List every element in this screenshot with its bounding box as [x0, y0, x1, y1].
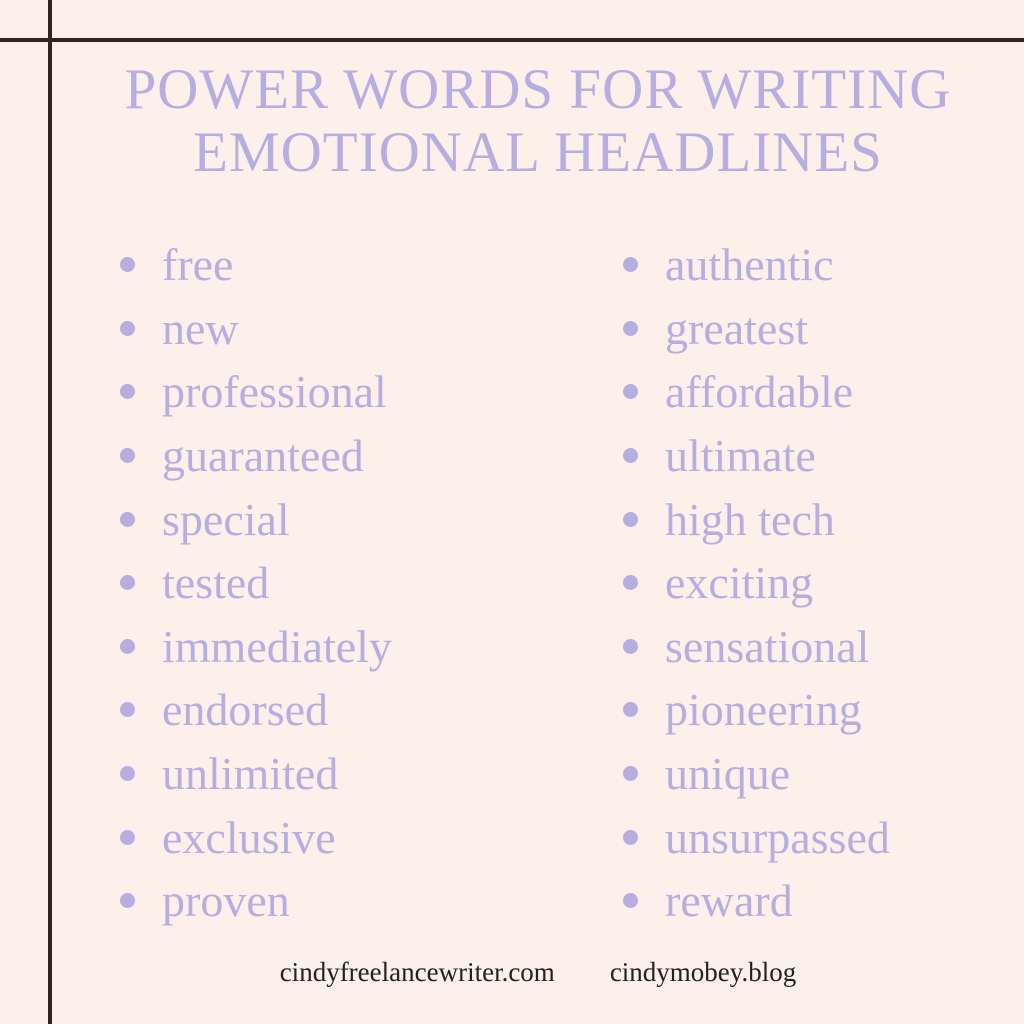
- list-item: [623, 869, 890, 933]
- list-item: [120, 742, 392, 806]
- list-item-label: new: [162, 302, 239, 354]
- bullet-icon: [623, 512, 638, 527]
- list-item: [120, 297, 392, 361]
- list-item: [120, 424, 392, 488]
- bullet-icon: [120, 830, 135, 845]
- list-item-label: reward: [665, 875, 793, 927]
- list-item: [120, 805, 392, 869]
- list-item-label: proven: [162, 875, 290, 927]
- list-item-label: immediately: [162, 620, 392, 672]
- list-item-label: pioneering: [665, 684, 862, 736]
- list-item-label: free: [162, 239, 234, 291]
- bullet-icon: [120, 893, 135, 908]
- list-item-label: tested: [162, 557, 270, 609]
- bullet-icon: [623, 766, 638, 781]
- bullet-icon: [120, 766, 135, 781]
- list-item-label: exclusive: [162, 811, 336, 863]
- list-item: [623, 805, 890, 869]
- bullet-icon: [623, 384, 638, 399]
- list-item: [623, 297, 890, 361]
- page-title-line1: POWER WORDS FOR WRITING: [124, 58, 952, 121]
- bullet-icon: [623, 893, 638, 908]
- bullet-icon: [623, 321, 638, 336]
- power-words-right-column: [623, 233, 890, 933]
- list-item: [623, 233, 890, 297]
- list-item: [623, 424, 890, 488]
- list-item-label: professional: [162, 366, 387, 418]
- list-item: [120, 233, 392, 297]
- page-title: [52, 58, 1024, 184]
- list-item-label: unique: [665, 748, 791, 800]
- bullet-icon: [120, 448, 135, 463]
- bullet-icon: [120, 384, 135, 399]
- list-item-label: exciting: [665, 557, 814, 609]
- list-item-label: ultimate: [665, 430, 816, 482]
- list-item: [120, 869, 392, 933]
- bullet-icon: [120, 321, 135, 336]
- list-item: [623, 615, 890, 679]
- list-item-label: unlimited: [162, 748, 339, 800]
- power-words-left-column: [120, 233, 392, 933]
- list-item-label: greatest: [665, 302, 809, 354]
- bullet-icon: [623, 830, 638, 845]
- list-item: [120, 360, 392, 424]
- bullet-icon: [623, 257, 638, 272]
- list-item-label: special: [162, 493, 290, 545]
- footer: [52, 957, 1024, 988]
- list-item: [120, 678, 392, 742]
- list-item: [623, 742, 890, 806]
- list-item: [623, 678, 890, 742]
- bullet-icon: [623, 575, 638, 590]
- bullet-icon: [120, 257, 135, 272]
- bullet-icon: [623, 639, 638, 654]
- list-item: [623, 551, 890, 615]
- footer-site-2: cindymobey.blog: [609, 957, 797, 987]
- list-item-label: endorsed: [162, 684, 329, 736]
- list-item-label: sensational: [665, 620, 870, 672]
- list-item: [120, 615, 392, 679]
- list-item: [120, 551, 392, 615]
- bullet-icon: [120, 639, 135, 654]
- frame-horizontal-line: [0, 38, 1024, 42]
- bullet-icon: [623, 702, 638, 717]
- list-item-label: guaranteed: [162, 430, 364, 482]
- list-item: [623, 487, 890, 551]
- list-item-label: affordable: [665, 366, 854, 418]
- bullet-icon: [623, 448, 638, 463]
- bullet-icon: [120, 575, 135, 590]
- list-item: [623, 360, 890, 424]
- footer-site-1: cindyfreelancewriter.com: [279, 957, 555, 987]
- list-item-label: high tech: [665, 493, 835, 545]
- page-title-line2: EMOTIONAL HEADLINES: [193, 121, 883, 184]
- list-item-label: authentic: [665, 239, 834, 291]
- bullet-icon: [120, 512, 135, 527]
- list-item-label: unsurpassed: [665, 811, 890, 863]
- list-item: [120, 487, 392, 551]
- bullet-icon: [120, 702, 135, 717]
